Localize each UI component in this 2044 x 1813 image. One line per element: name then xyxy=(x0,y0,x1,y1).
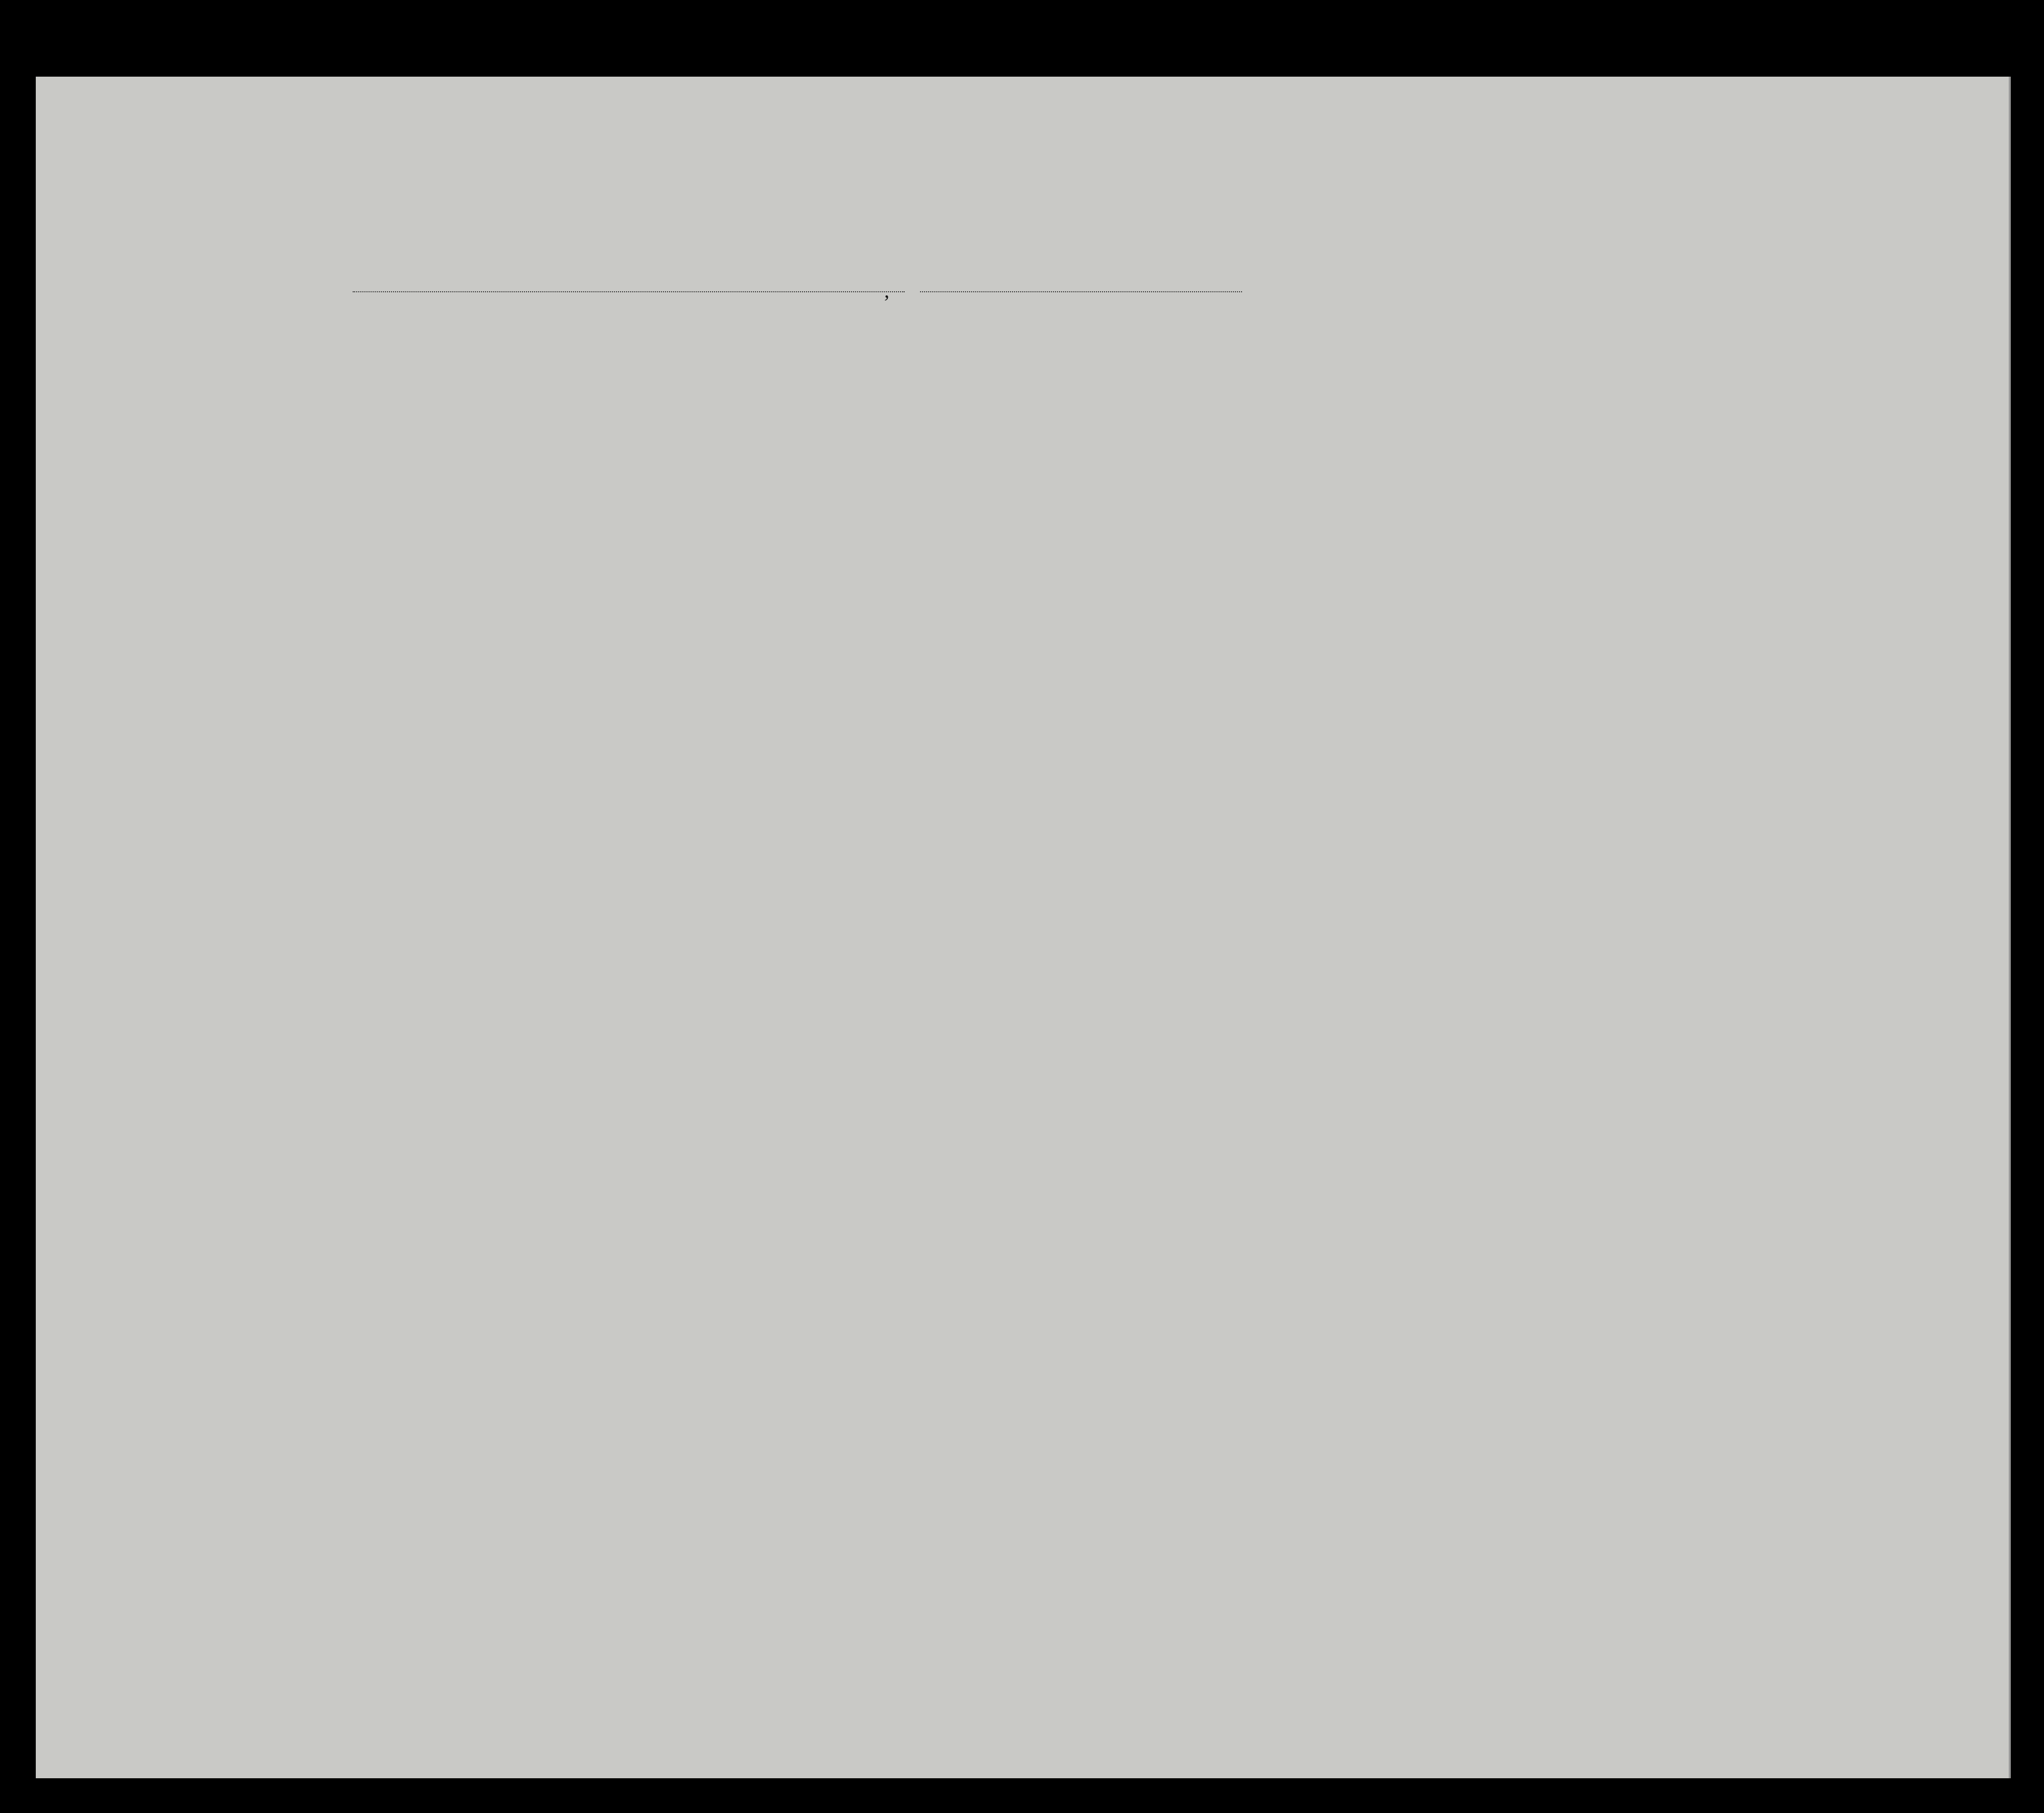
header-question-31 xyxy=(1524,373,1545,531)
header-prison xyxy=(1321,373,1352,531)
header-question-28 xyxy=(1416,373,1452,531)
manifest-sheet: , xyxy=(36,77,2011,1778)
header-question-30 xyxy=(1500,373,1521,531)
header-ticket xyxy=(593,363,613,531)
header-polygamist xyxy=(1353,373,1374,531)
header-fifty-dollars xyxy=(713,355,736,473)
header-purpose-citizen xyxy=(1283,383,1303,531)
header-feet xyxy=(1659,450,1679,501)
header-question-29 xyxy=(1467,373,1498,531)
table-grid xyxy=(36,77,2009,1778)
header-purpose-length xyxy=(1250,383,1270,531)
header-anarchist xyxy=(1380,373,1400,531)
header-purpose-return xyxy=(1214,383,1239,531)
header-inches xyxy=(1684,450,1705,501)
